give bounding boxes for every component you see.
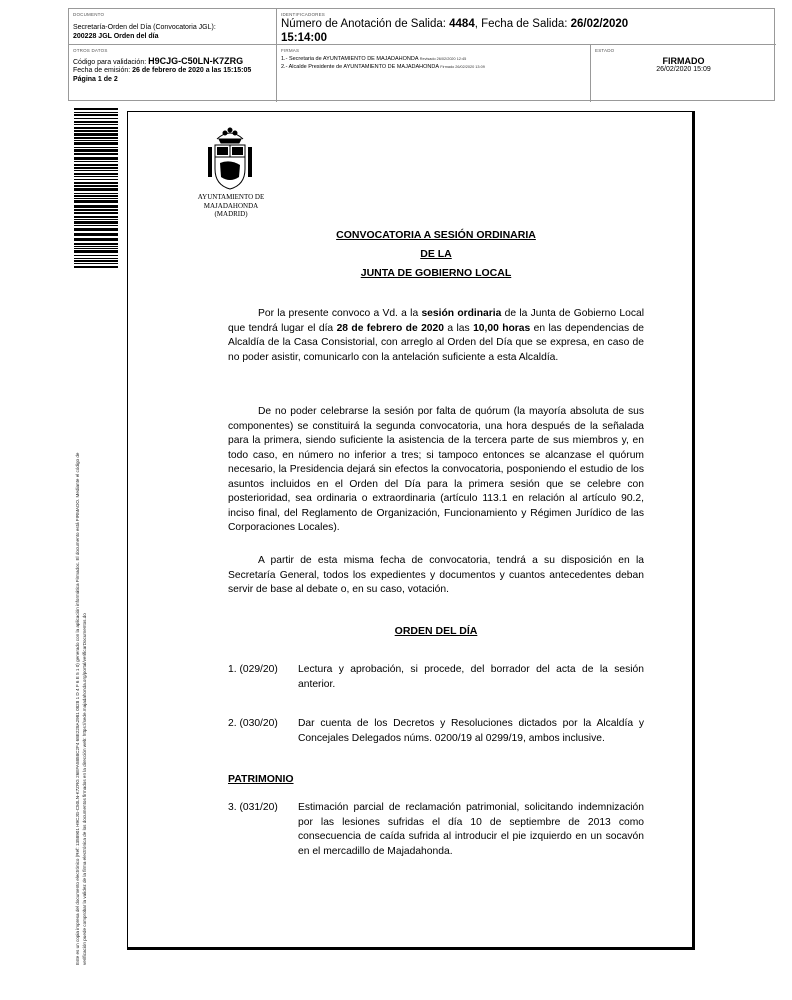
p1-e: a las xyxy=(444,322,474,334)
firma2-date: Firmado 26/02/2020 13:09 xyxy=(440,65,485,69)
anotacion-mid: , Fecha de Salida: xyxy=(474,18,571,30)
ayuntamiento-label xyxy=(190,193,272,219)
ayto-line2: MAJADAHONDA xyxy=(203,201,259,210)
emision-label: Fecha de emisión: xyxy=(73,67,133,74)
title-line3: JUNTA DE GOBIERNO LOCAL xyxy=(360,267,512,279)
barcode-bar xyxy=(74,263,118,264)
coat-of-arms-icon xyxy=(205,125,255,191)
barcode-bar xyxy=(74,266,118,268)
title-line1: CONVOCATORIA A SESIÓN ORDINARIA xyxy=(336,229,536,241)
barcode-bar xyxy=(74,124,118,125)
barcode-bar xyxy=(74,173,118,175)
barcode-bar xyxy=(74,118,118,119)
codigo-label: Código para validación: xyxy=(73,59,149,66)
estado-value: FIRMADO xyxy=(662,56,705,66)
title-line2: DE LA xyxy=(420,248,452,260)
barcode-bar xyxy=(74,149,118,152)
barcode-bar xyxy=(74,147,118,148)
barcode-bar xyxy=(74,216,118,218)
agenda-item-text: Dar cuenta de los Decretos y Resoluciones dictados por la Alcaldía y Concejales Delegados núms. 0200/19 al 0299/19, ambos inclusive. xyxy=(298,718,644,744)
pagina: Página 1 de 2 xyxy=(73,76,118,83)
agenda-item-text: Estimación parcial de reclamación patrimonial, solicitando indemnización por las lesiones sufridas el día 10 de septiembre de 2013 como consecuencia de caída sufrida al introducir el pie izquierdo en un socavón en el mercadillo de Majadahonda. xyxy=(298,802,644,857)
barcode-bar xyxy=(74,153,118,155)
barcode-bar xyxy=(74,238,118,241)
barcode-bar xyxy=(74,225,118,226)
p1-a: Por la presente convoco a Vd. a la xyxy=(258,308,422,319)
anotacion-num: 4484 xyxy=(449,18,475,30)
estado-cell xyxy=(591,45,776,102)
firma2-text: 2.- Alcalde Presidente de AYUNTAMIENTO DE MAJADAHONDA xyxy=(281,64,439,70)
barcode-bar xyxy=(74,185,118,187)
barcode-bar xyxy=(74,205,118,208)
barcode-bar xyxy=(74,108,118,110)
barcode-bar xyxy=(74,142,118,145)
anotacion-fecha: 26/02/2020 xyxy=(570,18,629,30)
fecha-emision xyxy=(73,66,272,75)
agenda-item xyxy=(228,663,644,692)
barcode-bar xyxy=(74,209,118,211)
p1-d: 28 de febrero de 2020 xyxy=(336,322,444,334)
p1-c: de la Junta de Gobierno Local que tendrá lugar el día xyxy=(228,308,644,334)
firma1-date: Revisado 26/02/2020 12:45 xyxy=(419,57,467,61)
anotacion-prefix: Número de Anotación de Salida: xyxy=(281,18,450,30)
barcode-bar xyxy=(74,179,118,180)
barcode-bar xyxy=(74,127,118,129)
barcode-bar xyxy=(74,112,118,113)
estado-caption: ESTADO xyxy=(595,48,615,53)
barcode-bar xyxy=(74,170,118,171)
barcode-bar xyxy=(74,198,118,199)
barcode-bar xyxy=(74,258,118,259)
documento-cell xyxy=(69,9,277,45)
anotacion-salida xyxy=(281,17,772,31)
barcode-bar xyxy=(74,182,118,184)
identificadores-cell xyxy=(277,9,776,45)
barcode-bar xyxy=(74,246,118,247)
barcode-icon xyxy=(74,108,118,270)
barcode-bar xyxy=(74,212,118,214)
side-text-line1: Este es un copia impresa del documento electrónico (Ref: 1358901 H9CJG-C50LN-K7ZRG 26EFA5858C2F4 68E228A2981 0828 1 D 4 F 6 E 5 1 0) generado con la aplicación informática Firmadoc. El documento está FIRMADO. Mediante el código de xyxy=(75,452,80,965)
agenda-item-text: Lectura y aprobación, si procede, del borrador del acta de la sesión anterior. xyxy=(298,664,644,690)
documento-line1: Secretaría-Orden del Día (Convocatoria JGL): xyxy=(73,24,216,31)
ayto-line1: AYUNTAMIENTO DE xyxy=(197,193,265,201)
barcode-bar xyxy=(74,130,118,132)
identificadores-caption: IDENTIFICADORES xyxy=(281,12,326,17)
ayto-line3: (MADRID) xyxy=(214,210,248,218)
emision-value: 26 de febrero de 2020 a las 15:15:05 xyxy=(132,67,252,74)
barcode-bar xyxy=(74,228,118,231)
paragraph-disposicion: A partir de esta misma fecha de convocatoria, tendrá a su disposición en la Secretaría General, todos los expedientes y documentos y cuantos antecedentes deban servir de base al debate o, en su caso, votación. xyxy=(228,555,644,595)
barcode-bar xyxy=(74,140,118,141)
otros-caption: OTROS DATOS xyxy=(73,48,108,53)
barcode-bar xyxy=(74,133,118,136)
documento-caption: DOCUMENTO xyxy=(73,12,105,17)
orden-del-dia-title: ORDEN DEL DÍA xyxy=(394,625,478,637)
barcode-bar xyxy=(74,114,118,116)
anotacion-hora: 15:14:00 xyxy=(281,32,328,44)
barcode-bar xyxy=(74,260,118,262)
barcode-bar xyxy=(74,137,118,139)
side-text-line2: verificación puede comprobar la validez de la firma electrónica de los documentos firmados en la dirección web: https://sede.majadahonda.org/portal/verificarDocumentos.do xyxy=(82,613,87,965)
firma-2 xyxy=(281,63,586,71)
barcode-bar xyxy=(74,157,118,160)
otros-datos-cell xyxy=(69,45,277,102)
barcode-bar xyxy=(74,255,118,256)
barcode-bar xyxy=(74,221,118,224)
barcode-bar xyxy=(74,243,118,245)
agenda-item xyxy=(228,801,644,859)
codigo-validacion xyxy=(73,56,272,66)
p1-g: en las dependencias de Alcaldía de la Casa Consistorial, con arreglo al Orden del Día que se expresa, en caso de no poder asistir, comunicarlo con la antelación suficiente a esta Alcaldía. xyxy=(228,322,645,363)
documento-line2: 200228 JGL Orden del día xyxy=(73,33,159,40)
barcode-bar xyxy=(74,193,118,194)
document-header xyxy=(68,8,775,101)
barcode-bar xyxy=(74,164,118,166)
barcode-bar xyxy=(74,219,118,220)
section-patrimonio: PATRIMONIO xyxy=(228,773,294,785)
codigo-value: H9CJG-C50LN-K7ZRG xyxy=(148,56,244,66)
agenda-item xyxy=(228,717,644,746)
p1-b: sesión ordinaria xyxy=(421,308,502,319)
agenda-item-num: 3. (031/20) xyxy=(228,802,278,813)
barcode-bar xyxy=(74,248,118,249)
firma1-text: 1.- Secretaria de AYUNTAMIENTO DE MAJADAHONDA xyxy=(281,56,419,62)
barcode-bar xyxy=(74,233,118,236)
p1-f: 10,00 horas xyxy=(473,322,531,334)
barcode-bar xyxy=(74,161,118,162)
barcode-bar xyxy=(74,188,118,191)
firma-1 xyxy=(281,55,586,63)
barcode-bar xyxy=(74,176,118,177)
barcode-bar xyxy=(74,195,118,197)
barcode-bar xyxy=(74,200,118,203)
barcode-bar xyxy=(74,167,118,169)
barcode-bar xyxy=(74,121,118,123)
agenda-item-num: 2. (030/20) xyxy=(228,718,278,729)
paragraph-quorum: De no poder celebrarse la sesión por falta de quórum (la mayoría absoluta de sus componentes) se constituirá la segunda convocatoria, una hora después de la señalada para la primera, siendo suficiente la asistencia de la tercera parte de sus miembros y, en todo caso, en número no inferior a tres; si tampoco entonces se alcanzase el quórum necesario, la Presidencia dejará sin efectos la convocatoria, posponiendo el estudio de los asuntos incluidos en el Orden del Día para la primera sesión que se celebre con posterioridad, sea ordinaria o extraordinaria (artículo 113.1 en relación al artículo 90.2, inciso final, del Reglamento de Organización, Funcionamiento y Régimen Jurídico de las Corporaciones Locales). xyxy=(228,406,644,533)
estado-fecha: 26/02/2020 15:09 xyxy=(656,66,711,73)
barcode-bar xyxy=(74,250,118,253)
paragraph-convocatoria xyxy=(228,307,644,365)
side-verification-text xyxy=(74,295,88,965)
firmas-caption: FIRMAS xyxy=(281,48,300,53)
agenda-item-num: 1. (029/20) xyxy=(228,664,278,675)
firmas-cell xyxy=(277,45,591,102)
